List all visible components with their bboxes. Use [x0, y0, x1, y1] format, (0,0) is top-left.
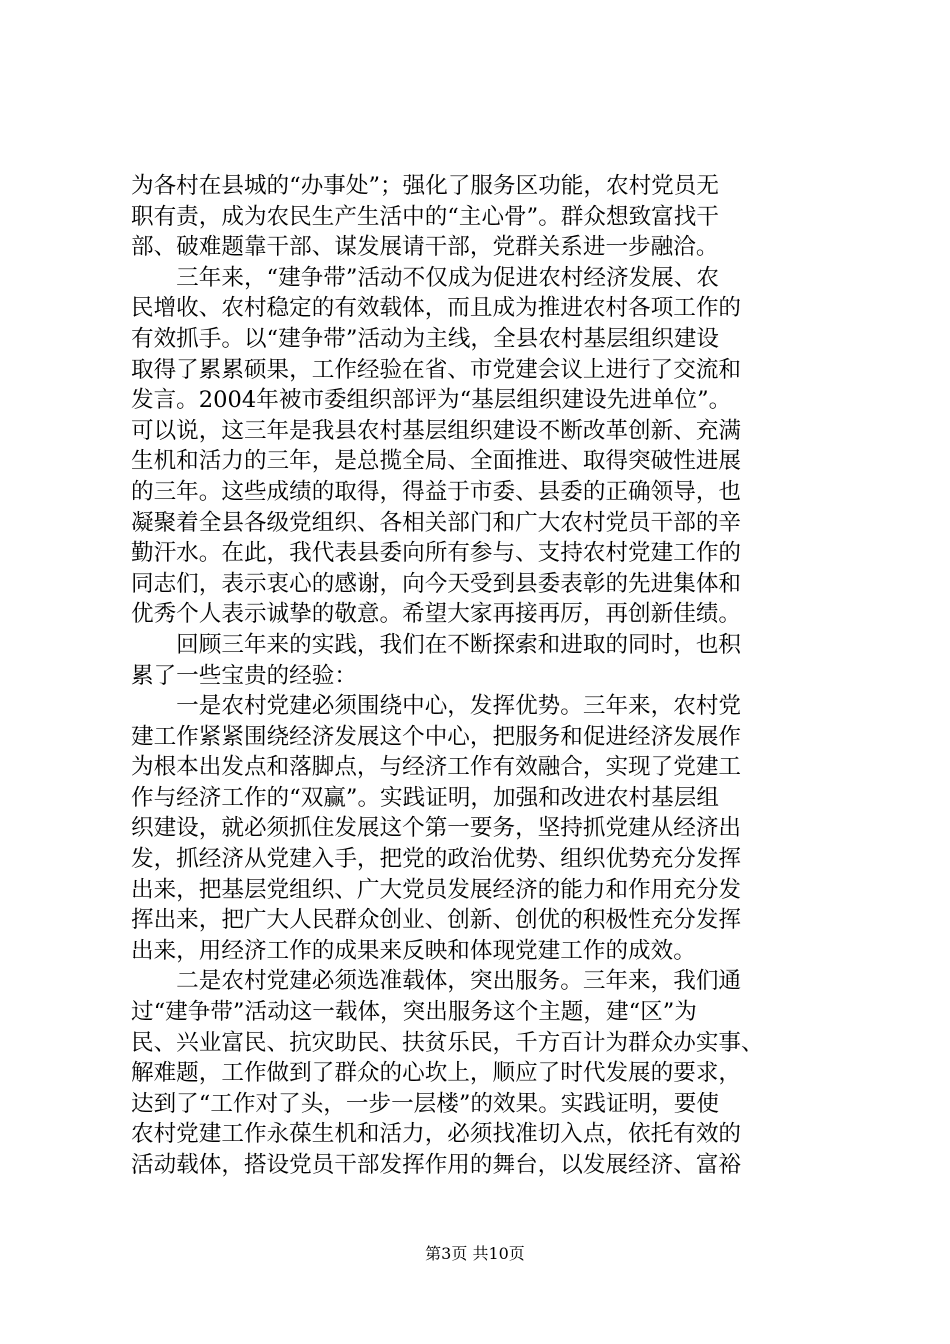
text-line: 可以说，这三年是我县农村基层组织建设不断改革创新、充满 — [131, 417, 742, 444]
text-line: 活动载体，搭设党员干部发挥作用的舞台，以发展经济、富裕 — [131, 1152, 742, 1178]
text-line: 三年来，“建争带”活动不仅成为促进农村经济发展、农 — [131, 264, 719, 291]
text-line: 达到了“工作对了头，一步一层楼”的效果。实践证明，要使 — [131, 1090, 719, 1117]
text-line: 二是农村党建必须选准载体，突出服务。三年来，我们通 — [131, 968, 742, 995]
text-line: 勤汗水。在此，我代表县委向所有参与、支持农村党建工作的 — [131, 540, 742, 567]
text-line: 出来，把基层党组织、广大党员发展经济的能力和作用充分发 — [131, 876, 742, 903]
text-line: 部、破难题靠干部、谋发展请干部，党群关系进一步融洽。 — [131, 234, 719, 261]
text-line: 作与经济工作的“双赢”。实践证明，加强和改进农村基层组 — [131, 784, 719, 811]
text-line: 织建设，就必须抓住发展这个第一要务，坚持抓党建从经济出 — [131, 815, 742, 842]
text-line: 发，抓经济从党建入手，把党的政治优势、组织优势充分发挥 — [131, 846, 742, 873]
text-line: 过“建争带”活动这一载体，突出服务这个主题，建“区”为 — [131, 999, 697, 1026]
text-line: 回顾三年来的实践，我们在不断探索和进取的同时，也积 — [131, 631, 742, 658]
body-text — [131, 171, 831, 1181]
text-line: 累了一些宝贵的经验： — [131, 662, 357, 689]
text-line: 一是农村党建必须围绕中心，发挥优势。三年来，农村党 — [131, 693, 742, 720]
text-line: 的三年。这些成绩的取得，得益于市委、县委的正确领导，也 — [131, 478, 742, 505]
text-line: 凝聚着全县各级党组织、各相关部门和广大农村党员干部的辛 — [131, 509, 742, 536]
text-line: 挥出来，把广大人民群众创业、创新、创优的积极性充分发挥 — [131, 907, 742, 934]
text-line: 取得了累累硕果，工作经验在省、市党建会议上进行了交流和 — [131, 356, 742, 383]
text-line: 民增收、农村稳定的有效载体，而且成为推进农村各项工作的 — [131, 295, 742, 322]
text-line: 同志们，表示衷心的感谢，向今天受到县委表彰的先进集体和 — [131, 570, 742, 597]
text-line: 出来，用经济工作的成果来反映和体现党建工作的成效。 — [131, 937, 696, 964]
text-line: 农村党建工作永葆生机和活力，必须找准切入点，依托有效的 — [131, 1121, 742, 1148]
text-line: 优秀个人表示诚挚的敬意。希望大家再接再厉，再创新佳绩。 — [131, 601, 742, 628]
text-line: 生机和活力的三年，是总揽全局、全面推进、取得突破性进展 — [131, 448, 742, 475]
text-line: 有效抓手。以“建争带”活动为主线，全县农村基层组织建设 — [131, 325, 719, 352]
text-line: 建工作紧紧围绕经济发展这个中心，把服务和促进经济发展作 — [131, 723, 742, 750]
text-line: 发言。2004年被市委组织部评为“基层组织建设先进单位”。 — [131, 387, 732, 414]
text-line: 为根本出发点和落脚点，与经济工作有效融合，实现了党建工 — [131, 754, 742, 781]
text-line: 职有责，成为农民生产生活中的“主心骨”。群众想致富找干 — [131, 203, 719, 230]
page-footer: 第3页 共10页 — [425, 1244, 525, 1263]
text-line: 解难题，工作做到了群众的心坎上，顺应了时代发展的要求， — [131, 1060, 742, 1087]
text-line: 民、兴业富民、抗灾助民、扶贫乐民，千方百计为群众办实事、 — [131, 1029, 764, 1056]
text-line: 为各村在县城的“办事处”；强化了服务区功能，农村党员无 — [131, 173, 719, 199]
